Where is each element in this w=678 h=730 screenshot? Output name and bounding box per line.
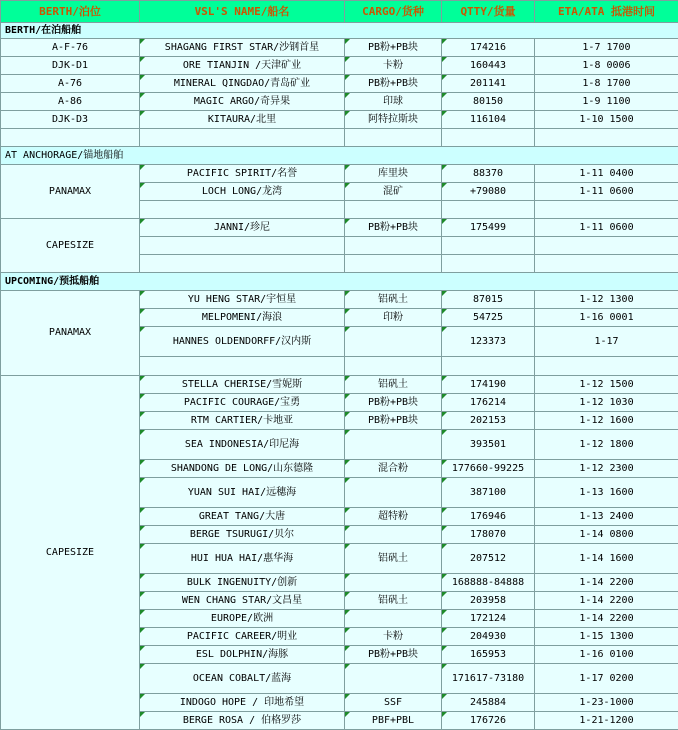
eta-time[interactable]: 1-16 0001 [535,309,678,327]
vessel-name[interactable]: MAGIC ARGO/奇异果 [140,93,345,111]
eta-time[interactable]: 1-16 0100 [535,646,678,664]
eta-time[interactable]: 1-9 1100 [535,93,678,111]
cargo-type[interactable]: 铝矾土 [345,544,442,574]
quantity[interactable]: 202153 [442,412,535,430]
table-row [1,39,678,57]
vessel-name[interactable]: OCEAN COBALT/蓝海 [140,664,345,694]
table-row [1,93,678,111]
quantity[interactable]: 176726 [442,712,535,730]
vessel-name[interactable]: LOCH LONG/龙湾 [140,183,345,201]
eta-time[interactable]: 1-11 0600 [535,219,678,237]
eta-time[interactable]: 1-13 2400 [535,508,678,526]
cargo-type[interactable]: 印粉 [345,309,442,327]
eta-time[interactable]: 1-12 1600 [535,412,678,430]
table-row [1,273,678,291]
table-row [1,376,678,394]
quantity[interactable]: 204930 [442,628,535,646]
quantity[interactable]: 116104 [442,111,535,129]
eta-time[interactable]: 1-8 1700 [535,75,678,93]
cargo-type[interactable] [345,664,442,694]
empty-cell[interactable] [345,201,442,219]
cargo-type[interactable]: PB粉+PB块 [345,646,442,664]
empty-cell[interactable] [442,255,535,273]
empty-cell[interactable] [140,237,345,255]
group-label-panamax[interactable]: PANAMAX [1,165,140,219]
empty-cell[interactable] [442,357,535,376]
quantity[interactable]: 178070 [442,526,535,544]
vessel-name[interactable]: JANNI/珍尼 [140,219,345,237]
empty-cell[interactable] [345,237,442,255]
quantity[interactable]: 387100 [442,478,535,508]
vessel-name[interactable]: RTM CARTIER/卡地亚 [140,412,345,430]
vessel-name[interactable]: YUAN SUI HAI/远穗海 [140,478,345,508]
vessel-name[interactable]: GREAT TANG/大唐 [140,508,345,526]
empty-cell[interactable] [1,129,140,147]
quantity[interactable]: 203958 [442,592,535,610]
vessel-name[interactable]: BERGE TSURUGI/贝尔 [140,526,345,544]
empty-cell[interactable] [535,201,678,219]
eta-time[interactable]: 1-11 0600 [535,183,678,201]
vessel-name[interactable]: YU HENG STAR/宇恒星 [140,291,345,309]
vessel-name[interactable]: HANNES OLDENDORFF/汉内斯 [140,327,345,357]
empty-cell[interactable] [442,237,535,255]
eta-time[interactable]: 1-23-1000 [535,694,678,712]
eta-time[interactable]: 1-10 1500 [535,111,678,129]
header-eta[interactable]: ETA/ATA 抵港时间 [535,1,678,23]
vessel-name[interactable]: BERGE ROSA / 伯格罗莎 [140,712,345,730]
cargo-type[interactable]: 卡粉 [345,57,442,75]
quantity[interactable]: 54725 [442,309,535,327]
header-vessel[interactable]: VSL'S NAME/船名 [140,1,345,23]
table-row [1,219,678,237]
cargo-type[interactable] [345,610,442,628]
eta-time[interactable]: 1-14 0800 [535,526,678,544]
quantity[interactable]: 174190 [442,376,535,394]
header-berth[interactable]: BERTH/泊位 [1,1,140,23]
table-body [1,1,678,730]
cargo-type[interactable]: 印球 [345,93,442,111]
vessel-name[interactable]: PACIFIC SPIRIT/名誉 [140,165,345,183]
table-row [1,291,678,309]
quantity[interactable]: 80150 [442,93,535,111]
vessel-name[interactable]: KITAURA/北里 [140,111,345,129]
empty-cell[interactable] [442,129,535,147]
eta-time[interactable]: 1-14 2200 [535,574,678,592]
cargo-type[interactable]: PB粉+PB块 [345,39,442,57]
eta-time[interactable]: 1-8 0006 [535,57,678,75]
header-qtty[interactable]: QTTY/货量 [442,1,535,23]
eta-time[interactable]: 1-17 0200 [535,664,678,694]
table-row [1,23,678,39]
header-cargo[interactable]: CARGO/货种 [345,1,442,23]
vessel-name[interactable]: ESL DOLPHIN/海豚 [140,646,345,664]
cargo-type[interactable]: SSF [345,694,442,712]
vessel-name[interactable]: EUROPE/欧洲 [140,610,345,628]
eta-time[interactable]: 1-15 1300 [535,628,678,646]
berth-id[interactable]: DJK-D3 [1,111,140,129]
table-row [1,75,678,93]
cargo-type[interactable]: 铝矾土 [345,291,442,309]
quantity[interactable]: 88370 [442,165,535,183]
vessel-name[interactable]: PACIFIC CAREER/明业 [140,628,345,646]
empty-cell[interactable] [345,255,442,273]
empty-cell[interactable] [535,129,678,147]
quantity[interactable]: 160443 [442,57,535,75]
quantity[interactable]: 175499 [442,219,535,237]
eta-time[interactable]: 1-12 2300 [535,460,678,478]
cargo-type[interactable]: 库里块 [345,165,442,183]
quantity[interactable]: 201141 [442,75,535,93]
cargo-type[interactable]: 混合粉 [345,460,442,478]
quantity[interactable]: +79080 [442,183,535,201]
vessel-name[interactable]: SHANDONG DE LONG/山东德隆 [140,460,345,478]
vessel-name[interactable]: MELPOMENI/海浪 [140,309,345,327]
quantity[interactable]: 168888-84888 [442,574,535,592]
cargo-type[interactable]: PB粉+PB块 [345,394,442,412]
quantity[interactable]: 176946 [442,508,535,526]
vessel-name[interactable]: STELLA CHERISE/雪妮斯 [140,376,345,394]
vessel-name[interactable]: PACIFIC COURAGE/宝勇 [140,394,345,412]
berth-id[interactable]: A-86 [1,93,140,111]
eta-time[interactable]: 1-14 1600 [535,544,678,574]
cargo-type[interactable]: 阿特拉斯块 [345,111,442,129]
vessel-name[interactable]: BULK INGENUITY/创新 [140,574,345,592]
empty-cell[interactable] [535,255,678,273]
cargo-type[interactable]: 铝矾土 [345,592,442,610]
quantity[interactable]: 165953 [442,646,535,664]
cargo-type[interactable]: PB粉+PB块 [345,219,442,237]
vessel-name[interactable]: MINERAL QINGDAO/青岛矿业 [140,75,345,93]
eta-time[interactable]: 1-12 1300 [535,291,678,309]
header-row [1,1,678,23]
table-row [1,57,678,75]
eta-time[interactable]: 1-14 2200 [535,610,678,628]
cargo-type[interactable]: 超特粉 [345,508,442,526]
table-row [1,129,678,147]
cargo-type[interactable]: PBF+PBL [345,712,442,730]
eta-time[interactable]: 1-12 1800 [535,430,678,460]
quantity[interactable]: 87015 [442,291,535,309]
section-upcoming-title[interactable]: UPCOMING/预抵船舶 [1,273,678,291]
berth-id[interactable]: A-76 [1,75,140,93]
eta-time[interactable]: 1-12 1500 [535,376,678,394]
empty-cell[interactable] [535,357,678,376]
vessel-name[interactable]: INDOGO HOPE / 印地希望 [140,694,345,712]
cargo-type[interactable] [345,430,442,460]
berth-id[interactable]: A-F-76 [1,39,140,57]
table-row [1,147,678,165]
eta-time[interactable]: 1-14 2200 [535,592,678,610]
quantity[interactable]: 174216 [442,39,535,57]
table-row [1,165,678,183]
quantity[interactable]: 123373 [442,327,535,357]
empty-cell[interactable] [535,237,678,255]
quantity[interactable]: 172124 [442,610,535,628]
eta-time[interactable]: 1-11 0400 [535,165,678,183]
group-label-panamax[interactable]: PANAMAX [1,291,140,376]
quantity[interactable]: 207512 [442,544,535,574]
empty-cell[interactable] [140,201,345,219]
quantity[interactable]: 177660-99225 [442,460,535,478]
vessel-name[interactable]: ORE TIANJIN /天津矿业 [140,57,345,75]
cargo-type[interactable] [345,526,442,544]
eta-time[interactable]: 1-21-1200 [535,712,678,730]
cargo-type[interactable] [345,574,442,592]
table-row [1,111,678,129]
vessel-name[interactable]: HUI HUA HAI/惠华海 [140,544,345,574]
empty-cell[interactable] [140,255,345,273]
eta-time[interactable]: 1-13 1600 [535,478,678,508]
group-label-capesize[interactable]: CAPESIZE [1,376,140,730]
empty-cell[interactable] [345,129,442,147]
quantity[interactable]: 171617-73180 [442,664,535,694]
empty-cell[interactable] [345,357,442,376]
cargo-type[interactable]: PB粉+PB块 [345,75,442,93]
cargo-type[interactable] [345,478,442,508]
eta-time[interactable]: 1-17 [535,327,678,357]
quantity[interactable]: 245884 [442,694,535,712]
empty-cell[interactable] [442,201,535,219]
vessel-name[interactable]: WEN CHANG STAR/文昌星 [140,592,345,610]
vessel-name[interactable]: SHAGANG FIRST STAR/沙钢首星 [140,39,345,57]
empty-cell[interactable] [140,357,345,376]
cargo-type[interactable]: 铝矾土 [345,376,442,394]
eta-time[interactable]: 1-7 1700 [535,39,678,57]
quantity[interactable]: 176214 [442,394,535,412]
vessel-name[interactable]: SEA INDONESIA/印尼海 [140,430,345,460]
section-anchorage-title[interactable]: AT ANCHORAGE/锚地船舶 [1,147,678,165]
cargo-type[interactable]: PB粉+PB块 [345,412,442,430]
group-label-capesize[interactable]: CAPESIZE [1,219,140,273]
cargo-type[interactable]: 卡粉 [345,628,442,646]
berth-id[interactable]: DJK-D1 [1,57,140,75]
empty-cell[interactable] [140,129,345,147]
section-berth-title[interactable]: BERTH/在泊船舶 [1,23,678,39]
cargo-type[interactable]: 混矿 [345,183,442,201]
eta-time[interactable]: 1-12 1030 [535,394,678,412]
quantity[interactable]: 393501 [442,430,535,460]
cargo-type[interactable] [345,327,442,357]
